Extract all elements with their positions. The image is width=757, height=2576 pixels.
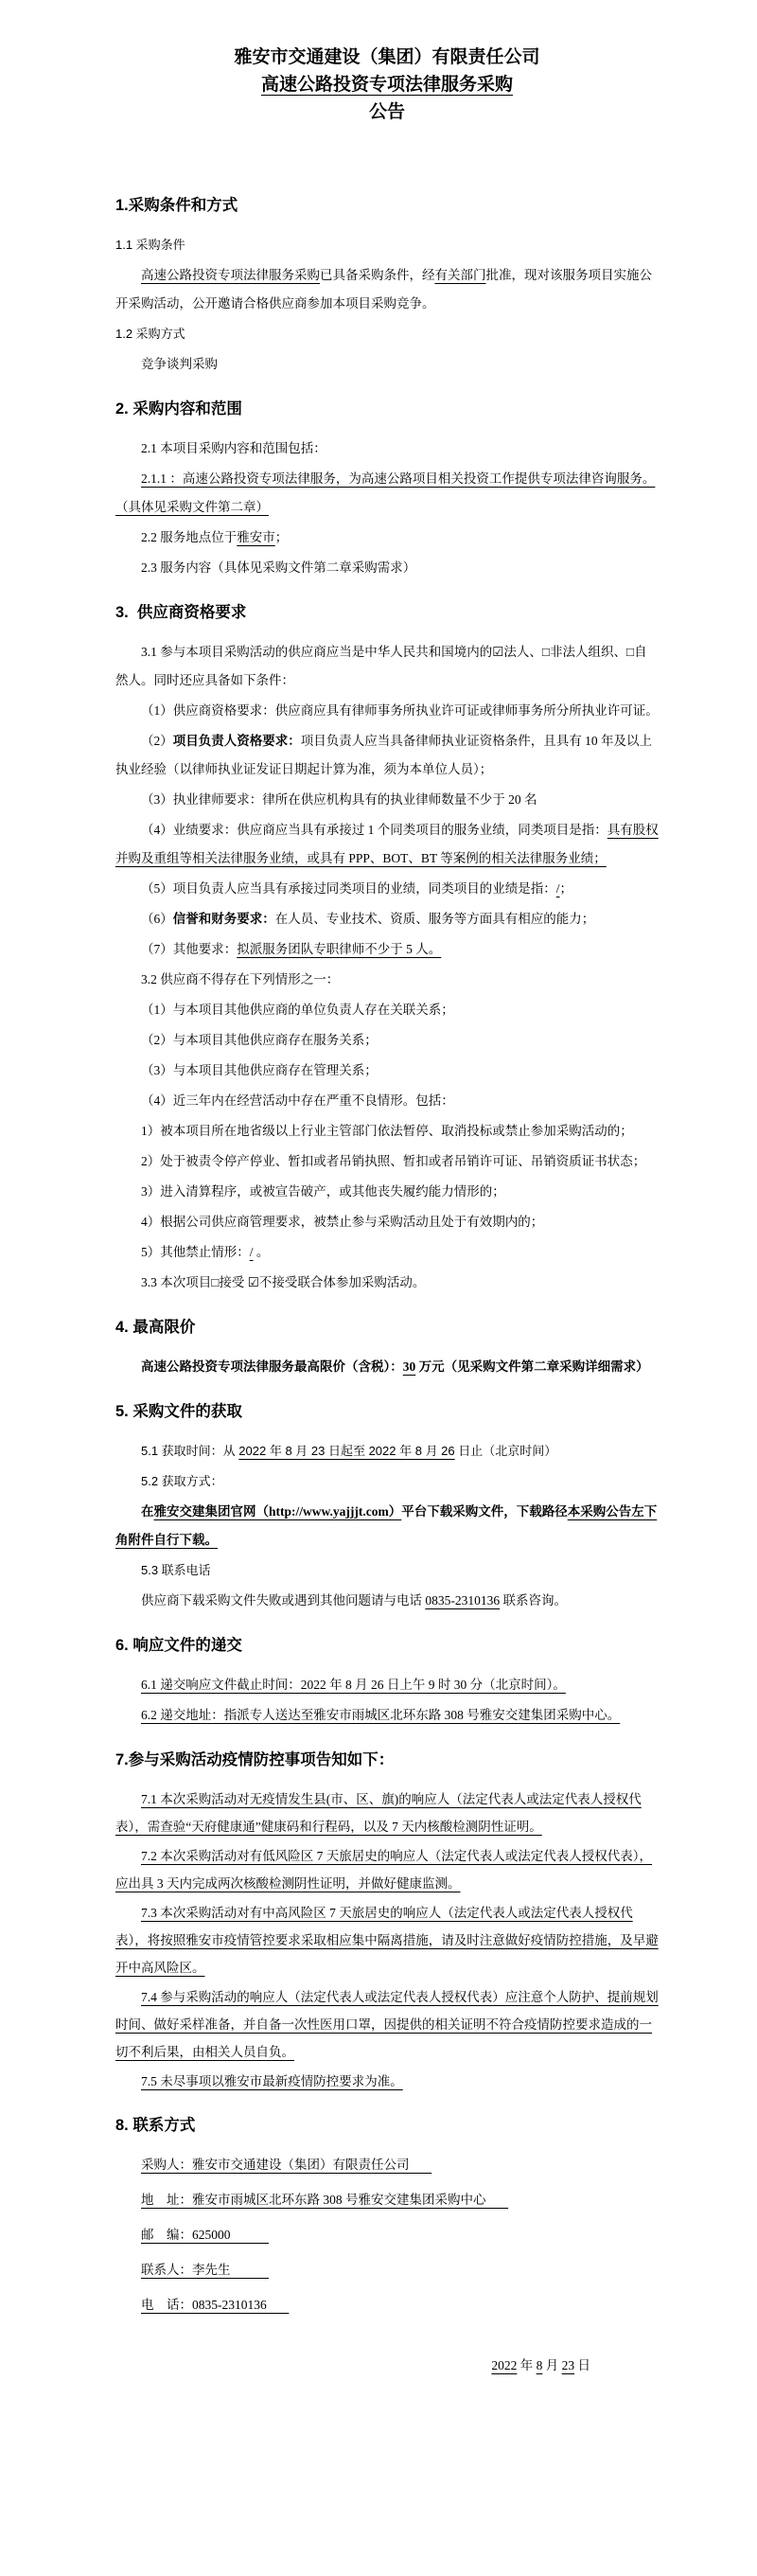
text-run: （7）其他要求：: [141, 942, 238, 956]
sub-heading: [115, 1467, 659, 1496]
text-run: 23: [561, 2358, 575, 2372]
text-run: 4. 最高限价: [115, 1319, 196, 1336]
text-run: 5）其他禁止情形：: [141, 1245, 250, 1259]
text-run: 2022 年 8 月 23 日起至 2022 年 8 月 26: [238, 1444, 455, 1458]
text-run: ；: [559, 881, 573, 896]
text-run: 年: [517, 2358, 537, 2372]
text-run: 高速公路投资专项法律服务最高限价（含税）：: [141, 1359, 403, 1374]
paragraph: [115, 2186, 659, 2214]
text-run: ；: [274, 530, 289, 544]
text-run: 5.3 联系电话: [141, 1563, 211, 1577]
document-title: [115, 44, 659, 126]
text-run: 3）进入清算程序，或被宣告破产，或其他丧失履约能力情形的；: [141, 1184, 505, 1199]
text-run: 雅安市: [237, 530, 275, 544]
section-heading: [115, 2114, 659, 2138]
text-run: 7.2 本次采购活动对有低风险区 7 天旅居史的响应人（法定代表人或法定代表人授权代表），应出具 3 天内完成两次核酸检测阴性证明，并做好健康监测。: [115, 1849, 652, 1891]
text-run: 已具备采购条件，经: [320, 268, 435, 282]
document-title-line-3: 公告: [368, 102, 405, 122]
text-run: （3）执业律师要求：律所在供应机构具有的执业律师数量不少于 20 名: [141, 792, 537, 807]
paragraph: [115, 1353, 659, 1381]
section-heading: [115, 398, 659, 421]
text-run: （3）与本项目其他供应商存在管理关系；: [141, 1063, 378, 1077]
text-run: 2.3 服务内容（具体见采购文件第二章采购需求）: [141, 560, 416, 575]
text-run: 4）根据公司供应商管理要求，被禁止参与采购活动且处于有效期内的；: [141, 1215, 544, 1229]
text-run: 拟派服务团队专职律师不少于 5 人。: [237, 942, 442, 956]
sub-heading: [115, 1437, 659, 1466]
paragraph: [115, 966, 659, 994]
text-run: 8. 联系方式: [115, 2117, 196, 2134]
paragraph: [115, 875, 659, 903]
text-run: （1）与本项目其他供应商的单位负责人存在关联关系；: [141, 1003, 454, 1017]
paragraph: [115, 1117, 659, 1146]
text-run: 7.1 本次采购活动对无疫情发生县(市、区、旗)的响应人（法定代表人或法定代表人授权代表），需查验“天府健康通”健康码和行程码，以及 7 天内核酸检测阴性证明。: [115, 1792, 642, 1834]
paragraph: [115, 1498, 659, 1554]
paragraph: [115, 435, 659, 463]
paragraph: [115, 905, 659, 933]
text-run: 1.2 采购方式: [115, 327, 185, 341]
paragraph: [115, 1983, 659, 2066]
paragraph: [115, 697, 659, 725]
paragraph: [115, 1087, 659, 1115]
paragraph: [115, 816, 659, 873]
text-run: 3.2 供应商不得存在下列情形之一：: [141, 972, 340, 986]
text-run: 万元（见采购文件第二章采购详细需求）: [415, 1359, 649, 1374]
section-heading: [115, 1400, 659, 1424]
text-run: 3. 供应商资格要求: [115, 604, 247, 621]
paragraph: [115, 1238, 659, 1267]
text-run: 2. 采购内容和范围: [115, 400, 242, 417]
paragraph: [115, 638, 659, 695]
text-run: 高速公路投资专项法律服务采购: [141, 268, 320, 282]
text-run: /: [249, 1245, 254, 1259]
text-run: 联系咨询。: [500, 1593, 567, 1608]
text-run: 7.4 参与采购活动的响应人（法定代表人或法定代表人授权代表）应注意个人防护、提前规划时间、做好采样准备，并自备一次性医用口罩，因提供的相关证明不符合疫情防控要求造成的一切不利后果，由相关人员自负。: [115, 1990, 659, 2059]
sub-heading: [115, 231, 659, 259]
text-run: 5. 采购文件的获取: [115, 1403, 242, 1420]
paragraph: [115, 350, 659, 379]
text-run: 电 话：0835-2310136: [141, 2298, 290, 2312]
paragraph: [115, 1178, 659, 1206]
text-run: 1.1 采购条件: [115, 238, 185, 252]
paragraph: [115, 1587, 659, 1615]
text-run: 7.参与采购活动疫情防控事项告知如下：: [115, 1751, 395, 1768]
text-run: 项目负责人应当具备律师执业证资格条件，且具有 10 年及以上执业经验（以律师执业证发证日期起计算为准，须为本单位人员）；: [115, 734, 652, 776]
paragraph: [115, 1026, 659, 1055]
sub-heading: [115, 320, 659, 348]
section-heading: [115, 194, 659, 218]
text-run: 竞争谈判采购: [141, 357, 218, 371]
paragraph: [115, 465, 659, 522]
text-run: 5.1 获取时间：从: [141, 1444, 239, 1458]
text-run: 在人员、专业技术、资质、服务等方面具有相应的能力；: [274, 912, 595, 926]
text-run: （2）与本项目其他供应商存在服务关系；: [141, 1033, 378, 1047]
text-run: 8: [536, 2358, 543, 2372]
document-title-line-2: 高速公路投资专项法律服务采购: [260, 75, 513, 95]
text-run: 平台下载采购文件，下载路径: [401, 1504, 568, 1519]
paragraph: [115, 1147, 659, 1176]
paragraph: [115, 1269, 659, 1297]
text-run: 2.1 本项目采购内容和范围包括：: [141, 441, 326, 455]
text-run: 6.1 递交响应文件截止时间：2022 年 8 月 26 日上午 9 时 30 分（北京时间）。: [141, 1678, 566, 1692]
text-run: 项目负责人资格要求：: [172, 734, 301, 748]
document-body: [115, 194, 659, 2380]
text-run: 1）被本项目所在地省级以上行业主管部门依法暂停、取消投标或禁止参加采购活动的；: [141, 1124, 633, 1138]
paragraph: [115, 2256, 659, 2284]
text-run: （6）: [141, 912, 173, 926]
text-run: 联系人：李先生: [141, 2263, 269, 2277]
paragraph: [115, 1057, 659, 1085]
sub-heading: [115, 1556, 659, 1585]
text-run: 雅安交建集团官网（http://www.yajjjt.com）: [153, 1504, 402, 1519]
paragraph: [115, 261, 659, 318]
text-run: 2022: [491, 2358, 518, 2372]
text-run: 7.5 未尽事项以雅安市最新疫情防控要求为准。: [141, 2074, 403, 2088]
text-run: 1.采购条件和方式: [115, 197, 238, 214]
text-run: 有关部门: [434, 268, 486, 282]
text-run: 30: [402, 1359, 416, 1374]
paragraph: [115, 727, 659, 784]
paragraph: [115, 2221, 659, 2249]
paragraph: [115, 1208, 659, 1236]
text-run: 6.2 递交地址：指派专人送达至雅安市雨城区北环东路 308 号雅安交建集团采购中心。: [141, 1708, 621, 1722]
text-run: /: [555, 881, 560, 896]
section-heading: [115, 601, 659, 625]
paragraph: [115, 554, 659, 582]
paragraph: [115, 1701, 659, 1730]
text-run: 。: [253, 1245, 270, 1259]
text-run: 供应商下载采购文件失败或遇到其他问题请与电话: [141, 1593, 426, 1608]
text-run: 7.3 本次采购活动对有中高风险区 7 天旅居史的响应人（法定代表人或法定代表人授权代表），将按照雅安市疫情管控要求采取相应集中隔离措施，请及时注意做好疫情防控措施，及早避开中高风险区。: [115, 1906, 659, 1975]
paragraph: [115, 1842, 659, 1897]
text-run: 批准，现对该服务项目实施公开采购活动，公开邀请合格供应商参加本项目采购竞争。: [115, 268, 652, 311]
text-run: 5.2 获取方式：: [141, 1474, 223, 1488]
text-run: 在: [141, 1504, 154, 1519]
paragraph: [115, 1899, 659, 1981]
text-run: 信誉和财务要求：: [172, 912, 275, 926]
paragraph: [115, 996, 659, 1024]
paragraph: [115, 2151, 659, 2179]
section-heading: [115, 1749, 659, 1772]
text-run: 3.1 参与本项目采购活动的供应商应当是中华人民共和国境内的☑法人、□非法人组织、□自然人。同时还应具备如下条件：: [115, 645, 647, 687]
text-run: 地 址：雅安市雨城区北环东路 308 号雅安交建集团采购中心: [141, 2193, 509, 2207]
document-title-line-1: 雅安市交通建设（集团）有限责任公司: [234, 47, 540, 67]
text-run: 日: [574, 2358, 590, 2372]
text-run: 邮 编：625000: [141, 2228, 269, 2242]
paragraph: [115, 524, 659, 552]
paragraph: [115, 1671, 659, 1699]
text-run: 采购人：雅安市交通建设（集团）有限责任公司: [141, 2158, 432, 2172]
paragraph: [115, 935, 659, 964]
paragraph: [115, 786, 659, 814]
text-run: （5）项目负责人应当具有承接过同类项目的业绩，同类项目的业绩是指：: [141, 881, 556, 896]
text-run: （2）: [141, 734, 173, 748]
text-run: 月: [542, 2358, 562, 2372]
date-line: [115, 2352, 659, 2380]
text-run: 日止（北京时间）: [454, 1444, 557, 1458]
text-run: 2.2 服务地点位于: [141, 530, 238, 544]
text-run: （1）供应商资格要求：供应商应具有律师事务所执业许可证或律师事务所分所执业许可证。: [141, 703, 659, 718]
text-run: （4）业绩要求：供应商应当具有承接过 1 个同类项目的服务业绩，同类项目是指：: [141, 823, 607, 837]
section-heading: [115, 1316, 659, 1340]
text-run: 2）处于被责令停产停业、暂扣或者吊销执照、暂扣或者吊销许可证、吊销资质证书状态；: [141, 1154, 646, 1168]
paragraph: [115, 2068, 659, 2095]
text-run: 具有股权并购及重组等相关法律服务业绩，或具有 PPP、BOT、BT 等案例的相关法律服务业绩；: [115, 823, 659, 865]
text-run: 2.1.1 ：高速公路投资专项法律服务，为高速公路项目相关投资工作提供专项法律咨询服务。（具体见采购文件第二章）: [115, 471, 656, 514]
text-run: 6. 响应文件的递交: [115, 1637, 242, 1654]
paragraph: [115, 2291, 659, 2319]
text-run: 3.3 本次项目□接受 ☑不接受联合体参加采购活动。: [141, 1275, 426, 1289]
section-heading: [115, 1634, 659, 1658]
paragraph: [115, 1785, 659, 1840]
text-run: （4）近三年内在经营活动中存在严重不良情形。包括：: [141, 1093, 454, 1108]
text-run: 本采购公告左下角附件自行下载。: [115, 1504, 658, 1547]
text-run: 0835-2310136: [425, 1593, 501, 1608]
